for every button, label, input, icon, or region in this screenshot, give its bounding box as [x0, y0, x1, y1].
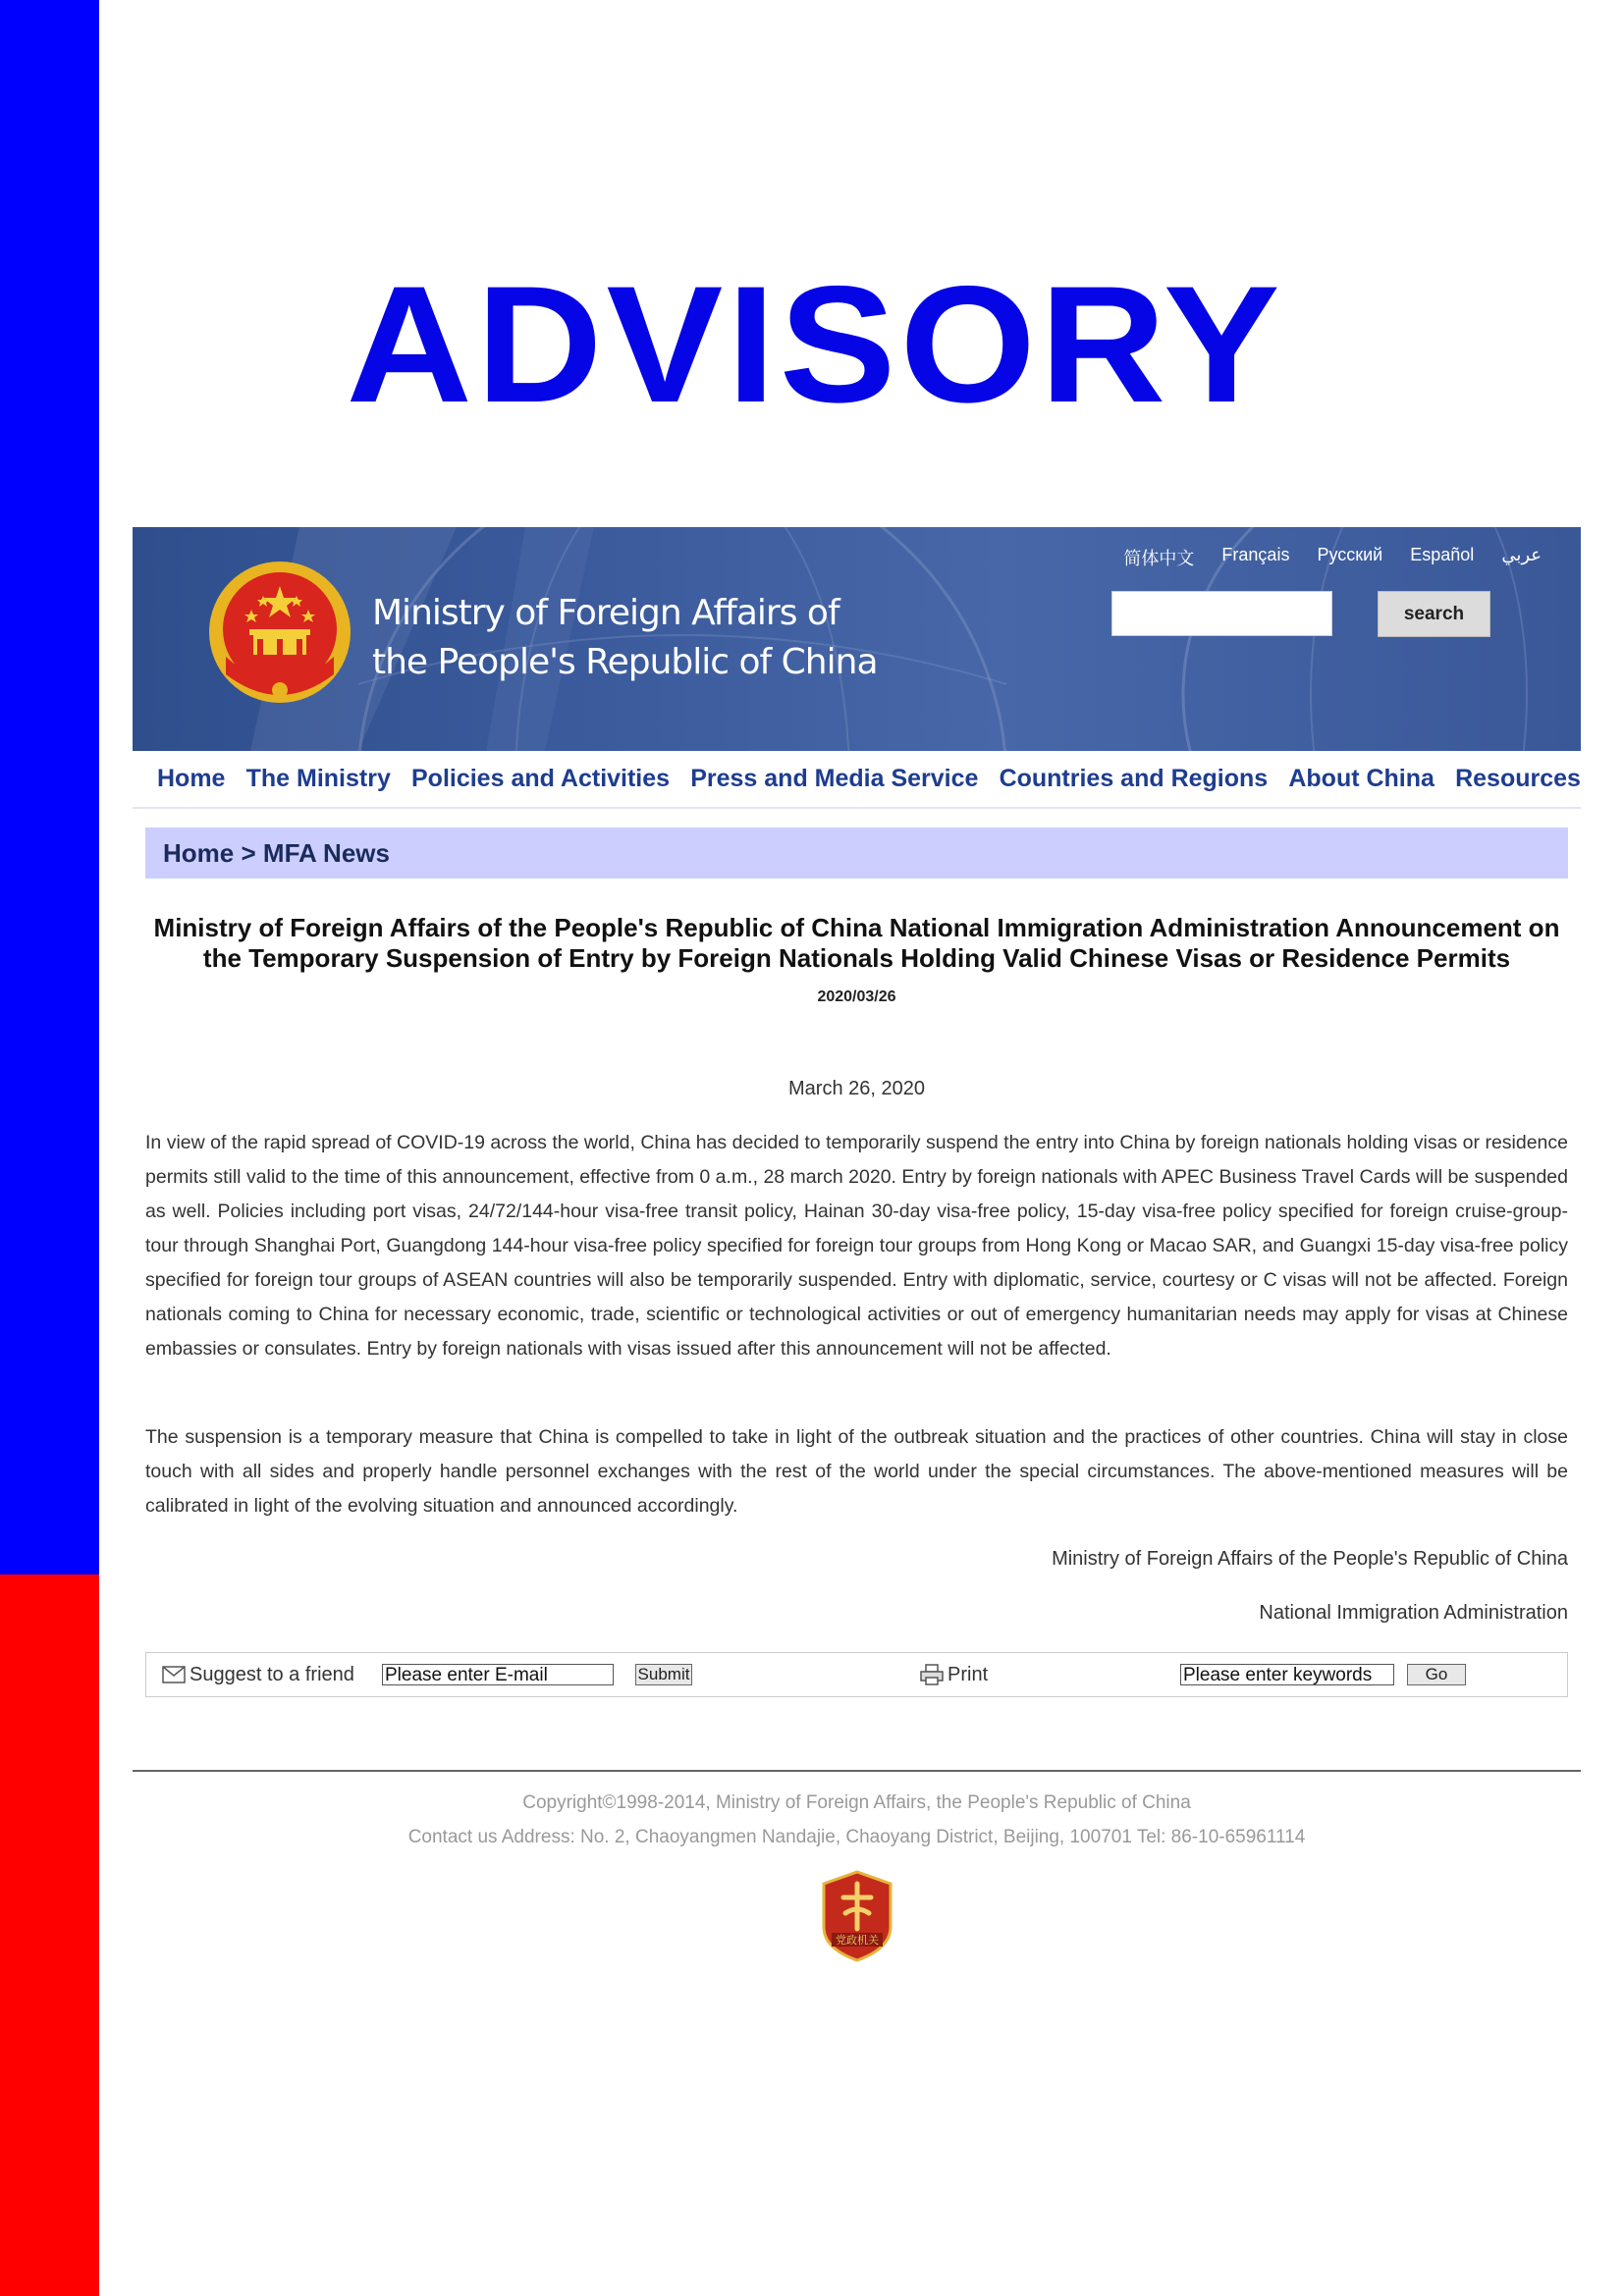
language-arabic[interactable]: عربي	[1501, 545, 1542, 564]
nav-divider	[133, 807, 1581, 809]
main-navigation	[133, 756, 1581, 801]
language-russian[interactable]: Русский	[1317, 545, 1383, 564]
signature-ministry: Ministry of Foreign Affairs of the People's Republic of China	[1052, 1548, 1568, 1570]
nav-home[interactable]: Home	[157, 765, 226, 792]
site-title-line1: Ministry of Foreign Affairs of	[372, 593, 839, 633]
search-input[interactable]	[1111, 591, 1332, 636]
badge-text: 党政机关	[836, 1934, 879, 1947]
site-header-banner	[133, 527, 1581, 751]
article-dateline: March 26, 2020	[788, 1078, 925, 1099]
print-link[interactable]: Print	[947, 1664, 989, 1685]
footer-contact: Contact us Address: No. 2, Chaoyangmen Nandajie, Chaoyang District, Beijing, 100701 Tel: 86-10-65961114	[407, 1827, 1306, 1847]
nav-resources[interactable]: Resources	[1455, 765, 1581, 792]
breadcrumb-separator: >	[241, 838, 256, 868]
signature-immigration: National Immigration Administration	[1259, 1602, 1568, 1624]
article-publish-date: 2020/03/26	[817, 988, 896, 1005]
breadcrumb-home[interactable]: Home	[163, 838, 235, 868]
search-button[interactable]: search	[1378, 591, 1490, 637]
national-emblem-icon	[206, 559, 353, 706]
suggest-to-friend-label: Suggest to a friend	[189, 1664, 354, 1685]
nav-the-ministry[interactable]: The Ministry	[245, 765, 391, 792]
submit-button[interactable]: Submit	[635, 1664, 692, 1685]
advisory-title: ADVISORY	[346, 251, 1284, 438]
article-toolbar	[145, 1652, 1568, 1697]
site-title[interactable]	[372, 589, 878, 687]
envelope-icon	[162, 1666, 186, 1683]
keywords-input[interactable]: Please enter keywords	[1180, 1664, 1394, 1685]
article-headline: Ministry of Foreign Affairs of the People's Republic of China National Immigration Administration Announcement on the Temporary Suspension of Entry by Foreign Nationals Holding Valid Chinese Visas or Residence Permits	[153, 913, 1560, 973]
language-chinese[interactable]: 简体中文	[1123, 549, 1195, 568]
article-paragraph-1: In view of the rapid spread of COVID-19 across the world, China has decided to temporarily suspend the entry into China by foreign nationals holding visas or residence permits still valid to the time of this announcement, effective from 0 a.m., 28 march 2020. Entry by foreign nationals with APEC Business Travel Cards will be suspended as well. Policies including port visas, 24/72/144-hour visa-free transit policy, Hainan 30-day visa-free policy, 15-day visa-free policy specified for foreign cruise-group-tour through Shanghai Port, Guangdong 144-hour visa-free policy specified for foreign tour groups from Hong Kong or Macao SAR, and Guangxi 15-day visa-free policy specified for foreign tour groups of ASEAN countries will also be temporarily suspended. Entry with diplomatic, service, courtesy or C visas will not be affected. Foreign nationals coming to China for necessary economic, trade, scientific or technological activities or out of emergency humanitarian needs may apply for visas at Chinese embassies or consulates. Entry by foreign nationals with visas issued after this announcement will not be affected.	[145, 1132, 1568, 1360]
nav-press-and-media-service[interactable]: Press and Media Service	[690, 765, 979, 792]
nav-countries-and-regions[interactable]: Countries and Regions	[999, 765, 1269, 792]
blue-side-stripe	[0, 0, 99, 1575]
nav-about-china[interactable]: About China	[1288, 765, 1435, 792]
footer-divider	[133, 1770, 1581, 1772]
footer-copyright: Copyright©1998-2014, Ministry of Foreign Affairs, the People's Republic of China	[522, 1792, 1191, 1813]
breadcrumb-current[interactable]: MFA News	[262, 838, 390, 868]
email-input[interactable]: Please enter E-mail	[382, 1664, 614, 1685]
nav-policies-and-activities[interactable]: Policies and Activities	[411, 765, 671, 792]
language-switcher	[1114, 545, 1542, 570]
go-button[interactable]: Go	[1407, 1664, 1466, 1685]
language-french[interactable]: Français	[1221, 545, 1290, 564]
red-side-stripe	[0, 1575, 99, 2296]
site-title-line2: the People's Republic of China	[372, 642, 878, 682]
breadcrumb	[145, 828, 1568, 879]
printer-icon[interactable]	[920, 1664, 944, 1685]
language-spanish[interactable]: Español	[1410, 545, 1475, 564]
government-site-badge-icon[interactable]	[820, 1870, 894, 1962]
article-paragraph-2: The suspension is a temporary measure that China is compelled to take in light of the outbreak situation and the practices of other countries. China will stay in close touch with all sides and properly handle personnel exchanges with the rest of the world under the special circumstances. The above-mentioned measures will be calibrated in light of the evolving situation and announced accordingly.	[145, 1426, 1568, 1517]
